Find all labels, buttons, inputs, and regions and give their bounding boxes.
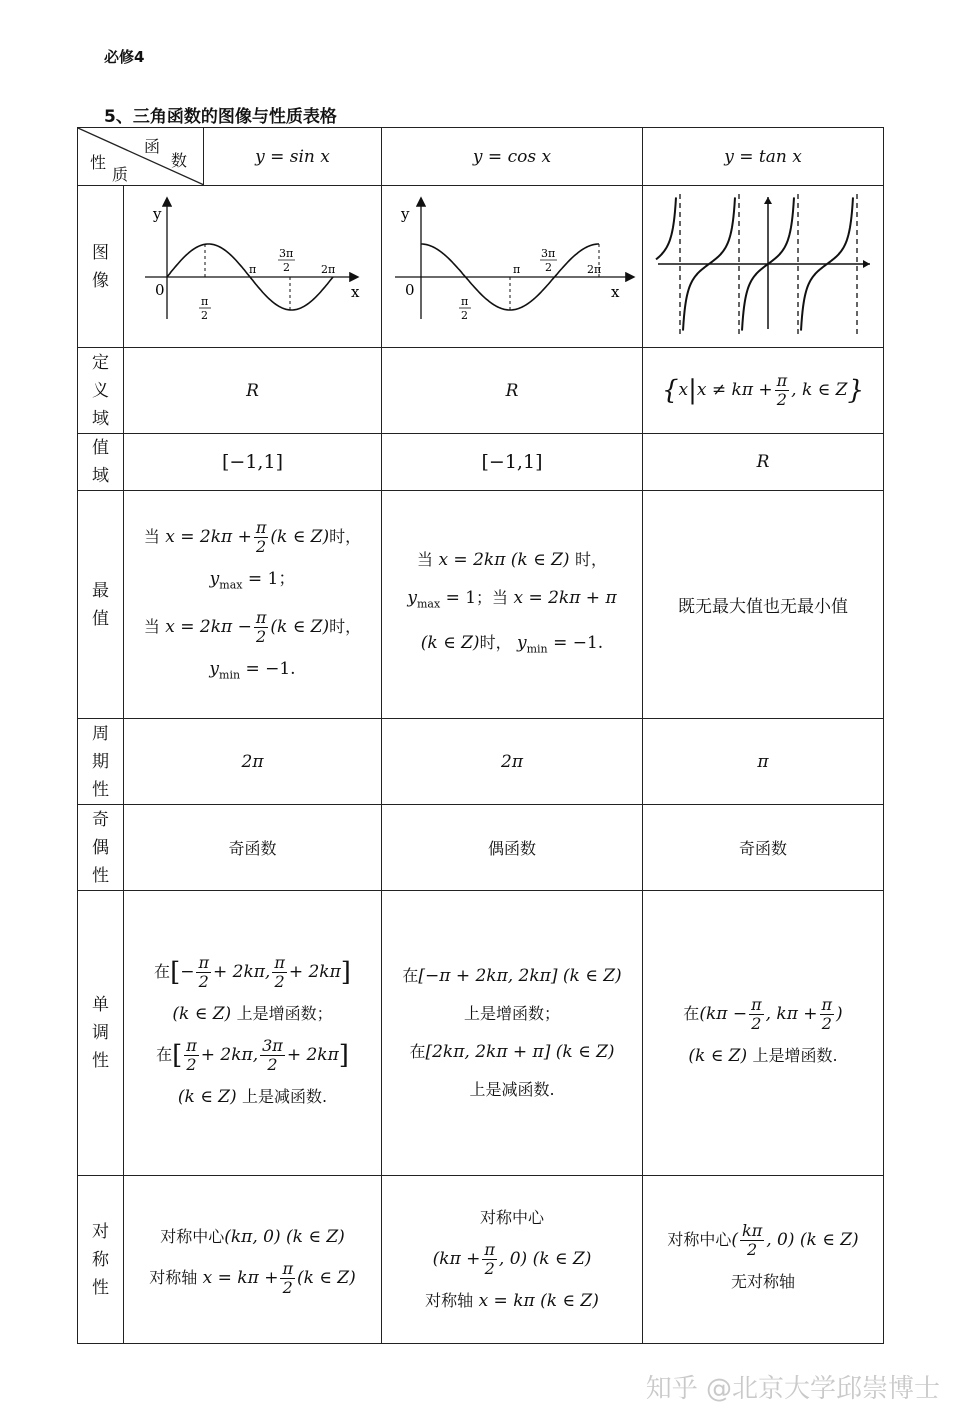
col-header-cos: y = cos x xyxy=(382,128,643,186)
sin-origin: 0 xyxy=(155,281,165,299)
range-tan: R xyxy=(643,434,884,491)
corner-cell xyxy=(78,128,204,186)
row-range xyxy=(78,434,884,491)
sin-y-label: y xyxy=(153,205,162,223)
watermark: 知乎 @北京大学邱崇博士 xyxy=(645,1374,940,1404)
row-period xyxy=(78,719,884,805)
row-graph xyxy=(78,186,884,348)
sin-tick-pi: π xyxy=(249,263,257,276)
period-tan: π xyxy=(643,719,884,805)
symmetry-cos: 对称中心 (kπ + $\frac{\pi}{2}$ , 0) (k ∈ Z) 对称轴 x = kπ (k ∈ Z) xyxy=(382,1176,643,1344)
tan-branch xyxy=(656,197,676,259)
sin-tick-3pi2-d: 2 xyxy=(283,261,290,274)
label-extrema: 最值 xyxy=(78,491,124,719)
table-header-row xyxy=(78,128,884,186)
sin-graph xyxy=(125,189,380,339)
parity-sin: 奇函数 xyxy=(124,805,382,891)
row-monotonic xyxy=(78,891,884,1176)
col-header-sin: y = sin x xyxy=(204,128,382,186)
row-symmetry xyxy=(78,1176,884,1344)
sin-tick-3pi2-n: 3π xyxy=(279,247,294,260)
cos-tick-3pi2-d: 2 xyxy=(544,261,552,274)
label-graph: 图像 xyxy=(78,186,124,348)
corner-func-1: 函 xyxy=(144,137,161,156)
monotonic-cos: 在[−π + 2kπ, 2kπ] (k ∈ Z) 上是增函数； 在[2kπ, 2kπ + π] (k ∈ Z) 上是减函数. xyxy=(382,891,643,1176)
monotonic-tan: 在(kπ − $\frac{\pi}{2}$ , kπ + $\frac{\pi}{2}$ ) (k ∈ Z) 上是增函数. xyxy=(643,891,884,1176)
label-period: 周期性 xyxy=(78,719,124,805)
cos-tick-3pi2-n: 3π xyxy=(540,247,555,260)
domain-cos: R xyxy=(382,348,643,434)
row-parity xyxy=(78,805,884,891)
properties-table xyxy=(77,127,884,1344)
graph-sin-cell xyxy=(124,186,382,348)
cos-tick-pi2-n: π xyxy=(460,295,468,308)
parity-tan: 奇函数 xyxy=(643,805,884,891)
label-symmetry: 对称性 xyxy=(78,1176,124,1344)
corner-prop-2: 质 xyxy=(112,165,129,184)
cos-y-label: y xyxy=(400,205,409,223)
extrema-cos: 当 x = 2kπ (k ∈ Z) 时， $y_{max} = 1$；当 x = 2kπ + π (k ∈ Z)时， $y_{min} = -1$. xyxy=(382,491,643,719)
period-sin: 2π xyxy=(124,719,382,805)
period-cos: 2π xyxy=(382,719,643,805)
sin-x-label: x xyxy=(351,283,360,301)
symmetry-tan: 对称中心( $\frac{k\pi}{2}$ , 0) (k ∈ Z) 无对称轴 xyxy=(643,1176,884,1344)
range-sin: [−1,1] xyxy=(124,434,382,491)
sin-tick-pi2-n: π xyxy=(201,295,209,308)
label-parity: 奇偶性 xyxy=(78,805,124,891)
monotonic-sin: 在[− $\frac{\pi}{2}$ + 2kπ, $\frac{\pi}{2}$ + 2kπ] (k ∈ Z) 上是增函数； 在[ $\frac{\pi}{2}$ + 2kπ, $\frac{3\pi}{2}$ + 2kπ] (k ∈ Z) 上是减函数. xyxy=(124,891,382,1176)
cos-tick-2pi: 2π xyxy=(586,263,601,276)
corner-func-2: 数 xyxy=(171,151,188,170)
row-domain xyxy=(78,348,884,434)
section-title: 5、三角函数的图像与性质表格 xyxy=(104,107,337,127)
col-header-tan: y = tan x xyxy=(643,128,884,186)
corner-prop-1: 性 xyxy=(90,153,107,172)
range-cos: [−1,1] xyxy=(382,434,643,491)
cos-graph xyxy=(385,189,640,339)
label-range: 值域 xyxy=(78,434,124,491)
label-domain: 定义域 xyxy=(78,348,124,434)
chapter-label: 必修4 xyxy=(104,48,145,66)
parity-cos: 偶函数 xyxy=(382,805,643,891)
extrema-tan: 既无最大值也无最小值 xyxy=(643,491,884,719)
graph-tan-cell xyxy=(643,186,884,348)
tan-graph xyxy=(648,189,878,339)
symmetry-sin: 对称中心(kπ, 0) (k ∈ Z) 对称轴 x = kπ + $\frac{\pi}{2}$ (k ∈ Z) xyxy=(124,1176,382,1344)
row-extrema xyxy=(78,491,884,719)
domain-tan: {x|x ≠ kπ + $\frac{\pi}{2}$ , k ∈ Z} xyxy=(643,348,884,434)
label-monotonic: 单调性 xyxy=(78,891,124,1176)
cos-x-label: x xyxy=(610,283,619,301)
cos-tick-pi2-d: 2 xyxy=(460,309,468,322)
sin-tick-2pi: 2π xyxy=(321,263,336,276)
cos-origin: 0 xyxy=(404,281,415,299)
graph-cos-cell xyxy=(382,186,643,348)
sin-tick-pi2-d: 2 xyxy=(201,309,208,322)
domain-sin: R xyxy=(124,348,382,434)
cos-tick-pi: π xyxy=(512,263,520,276)
extrema-sin: 当 x = 2kπ + $\frac{\pi}{2}$ (k ∈ Z)时， $y_{max} = 1$； 当 x = 2kπ − $\frac{\pi}{2}$ (k ∈ Z)时， $y_{min} = -1$. xyxy=(124,491,382,719)
